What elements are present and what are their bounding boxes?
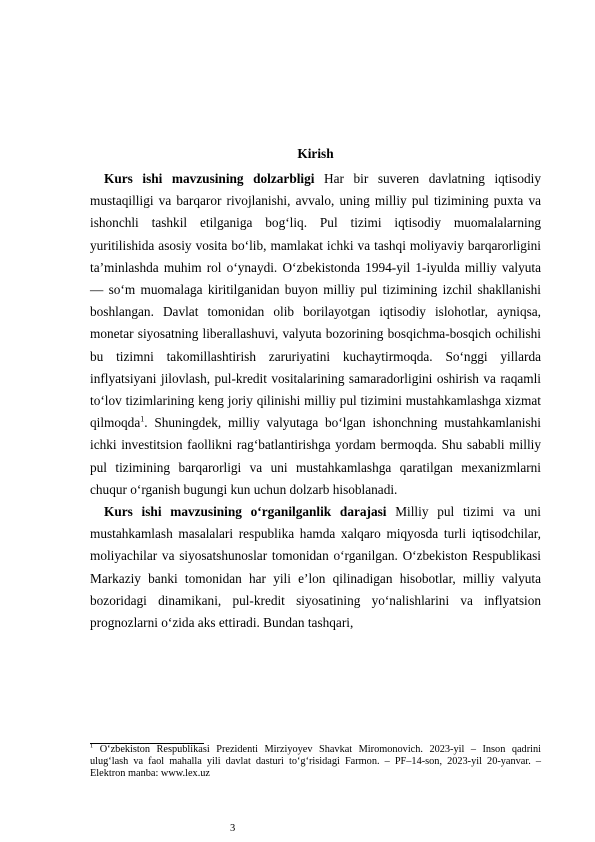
- footnote: [90, 744, 541, 780]
- paragraph-study-level: [90, 501, 541, 634]
- page-body: [90, 144, 541, 634]
- relevance-text-b: . Shuningdek, milliy valyutaga bo‘lgan ishonchning mustahkamlanishi ichki investitsion faollikni rag‘batlantirishga yordam bermoqda. Shu sababli milliy pul tizimining barqarorligi va uni mustahkamlashga qaratilgan mexanizmlarni chuqur o‘rganish bugungi kun uchun dolzarb hisoblanadi.: [90, 415, 541, 497]
- study-level-text: Milliy pul tizimi va uni mustahkamlash masalalari respublika hamda xalqaro miqyosda turli iqtisodchilar, moliyachilar va siyosatshunoslar tomonidan o‘rganilgan. O‘zbekiston Respublikasi Markaziy banki tomonidan har yili e’lon qilinadigan hisobotlar, milliy valyuta bozoridagi dinamikani, pul-kredit siyosatining yo‘nalishlarini va inflyatsion prognozlarni o‘zida aks ettiradi. Bundan tashqari,: [90, 504, 541, 631]
- footnote-number: 1: [90, 742, 94, 750]
- page-number: 3: [230, 823, 236, 834]
- study-level-lead: Kurs ishi mavzusining o‘rganilganlik darajasi: [104, 504, 387, 520]
- relevance-text-a: Har bir suveren davlatning iqtisodiy mustaqilligi va barqaror rivojlanishi, avvalo, uning milliy pul tizimining puxta va ishonchli tashkil etilganiga bog‘liq. Pul tizimi iqtisodiy muomalalarning yuritilishida asosiy vosita bo‘lib, mamlakat ichki va tashqi moliyaviy barqarorligini ta’minlashda muhim rol o‘ynaydi. O‘zbekistonda 1994-yil 1-iyulda milliy valyuta — so‘m muomalaga kiritilganidan buyon milliy pul tizimining izchil shakllanishi boshlangan. Davlat tomonidan olib borilayotgan iqtisodiy islohotlar, ayniqsa, monetar siyosatning liberallashuvi, valyuta bozorining bosqichma-bosqich ochilishi bu tizimni takomillashtirish zaruriyatini kuchaytirmoqda. So‘nggi yillarda inflyatsiyani jilovlash, pul-kredit vositalarining samaradorligini oshirish va raqamli to‘lov tizimlarining keng joriy qilinishi milliy pul tizimini mustahkamlashga xizmat qilmoqda: [90, 171, 541, 431]
- relevance-lead: Kurs ishi mavzusining dolzarbligi: [104, 171, 315, 186]
- section-heading: Kirish: [297, 146, 334, 161]
- footnote-text: O‘zbekiston Respublikasi Prezidenti Mirziyoyev Shavkat Miromonovich. 2023-yil – Inson qadrini ulug‘lash va faol mahalla yili davlat dasturi to‘g‘risidagi Farmon. – PF–14-son, 2023-yil 20-yanvar. – Elektron manba: www.lex.uz: [90, 744, 541, 779]
- paragraph-relevance: [90, 168, 541, 501]
- footnote-ref[interactable]: 1: [140, 414, 145, 424]
